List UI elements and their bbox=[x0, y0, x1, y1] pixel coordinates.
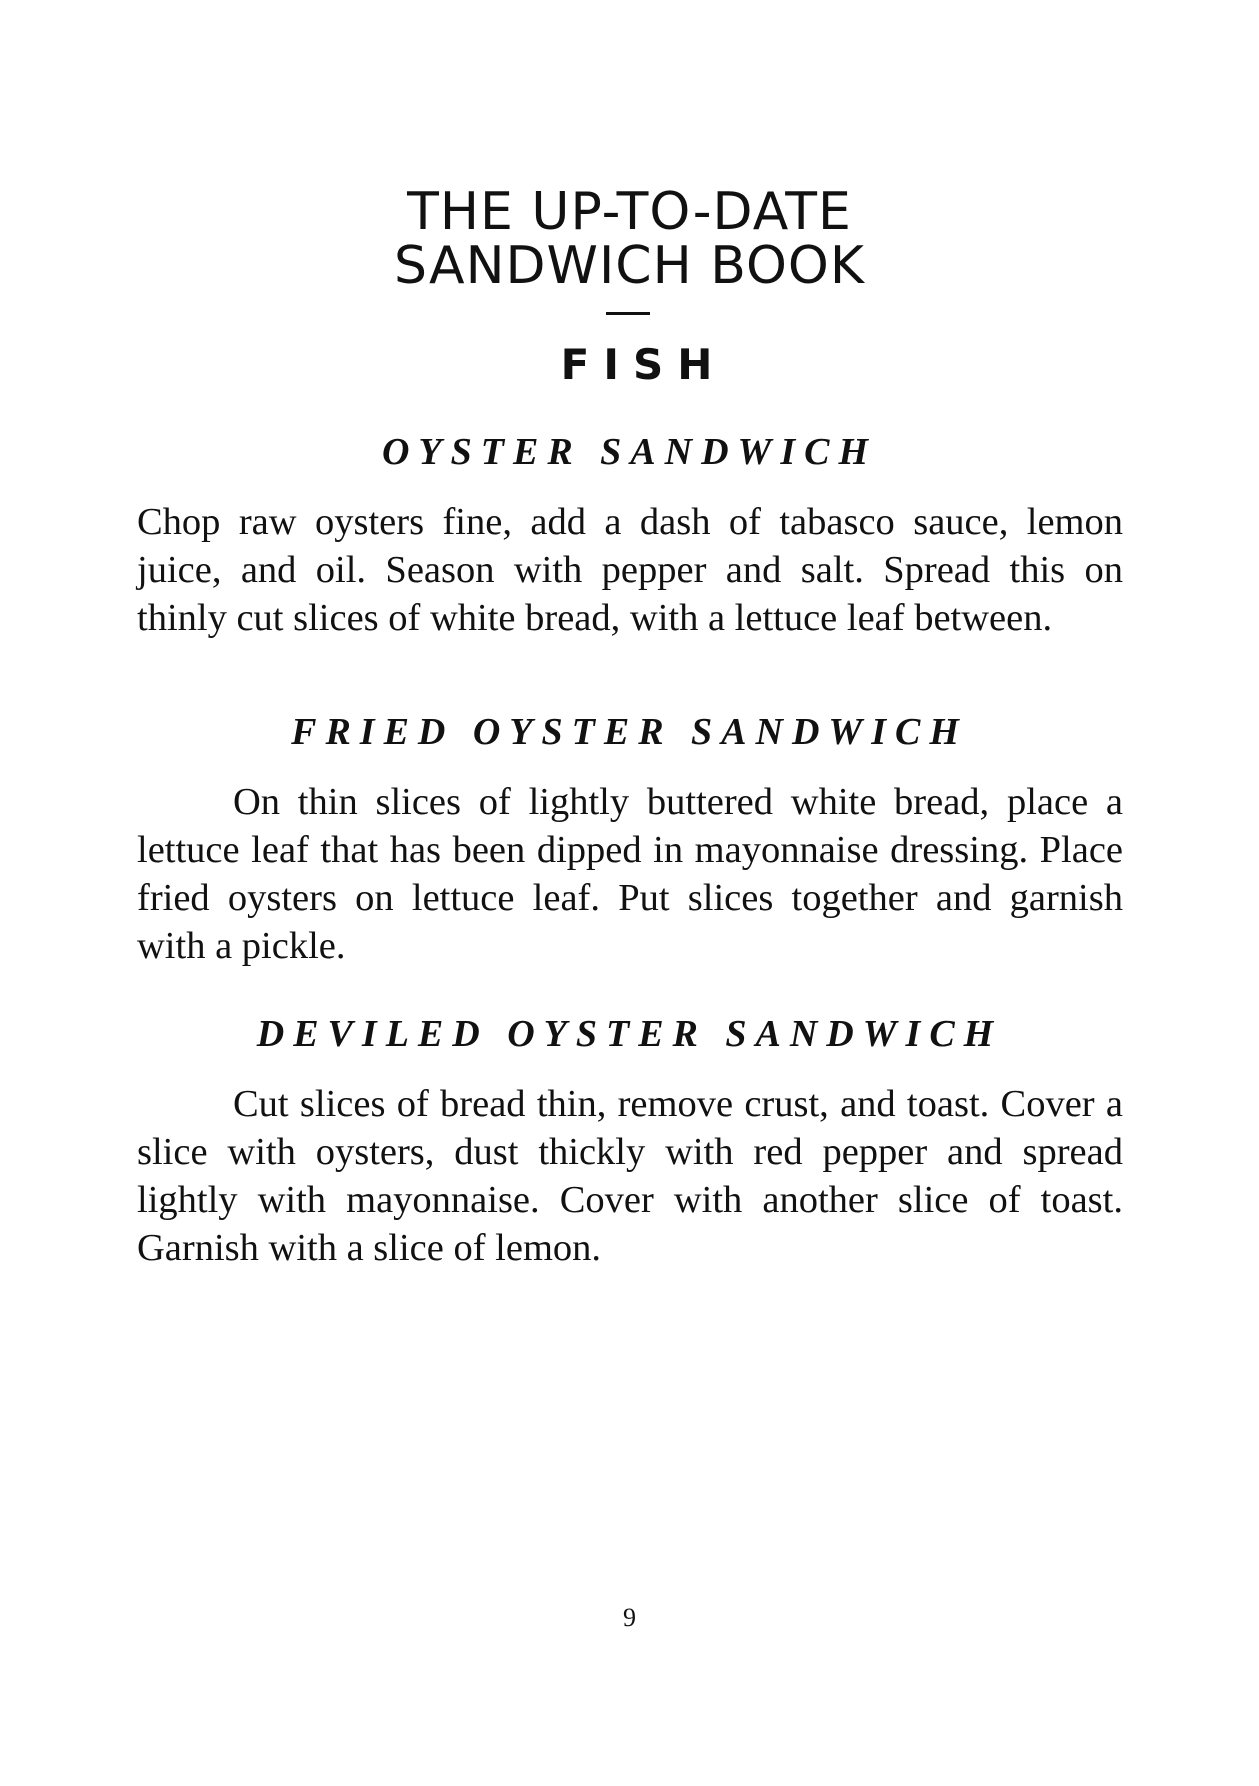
book-title-line-1: THE UP-TO-DATE bbox=[407, 182, 852, 242]
recipe-text-oyster-sandwich: Chop raw oysters fine, add a dash of tabasco sauce, lemon juice, and oil. Season with pepper and salt. Spread this on thinly cut slices of white bread, with a lettuce leaf between. bbox=[137, 501, 1123, 639]
recipe-text-deviled-oyster-sandwich: Cut slices of bread thin, remove crust, and toast. Cover a slice with oysters, dust thickly with red pepper and spread lightly with mayonnaise. Cover with another slice of toast. Garnish with a slice of lemon. bbox=[137, 1083, 1123, 1269]
recipe-title-oyster-sandwich: OYSTER SANDWICH bbox=[381, 431, 878, 473]
recipe-text-fried-oyster-sandwich: On thin slices of lightly buttered white bread, place a lettuce leaf that has been dipped in mayonnaise dressing. Place fried oysters on lettuce leaf. Put slices together and garnish with a pickle. bbox=[137, 781, 1123, 967]
book-title-line-2: SANDWICH BOOK bbox=[394, 236, 865, 296]
title-divider bbox=[606, 312, 650, 315]
section-heading: FISH bbox=[560, 340, 727, 389]
recipe-title-deviled-oyster-sandwich: DEVILED OYSTER SANDWICH bbox=[256, 1013, 1003, 1055]
page-number: 9 bbox=[623, 1603, 636, 1632]
recipe-title-fried-oyster-sandwich: FRIED OYSTER SANDWICH bbox=[291, 711, 968, 753]
